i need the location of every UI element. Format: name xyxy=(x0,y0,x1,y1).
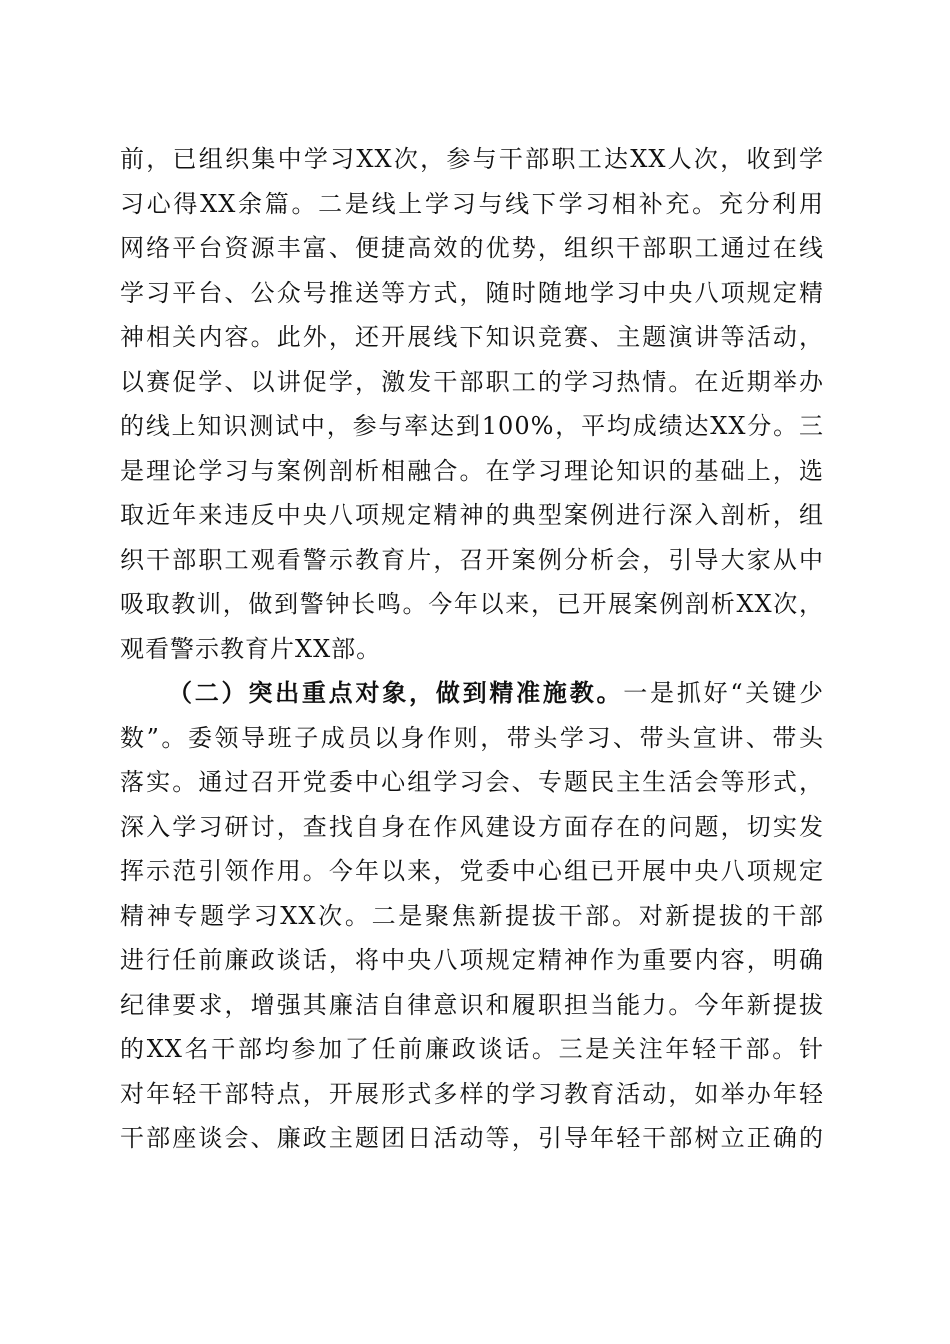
paragraph-line: 的线上知识测试中，参与率达到100%，平均成绩达XX分。三 xyxy=(120,412,824,440)
paragraph-line: 习心得XX余篇。二是线上学习与线下学习相补充。充分利用 xyxy=(120,189,824,218)
paragraph-line: 数”。委领导班子成员以身作则，带头学习、带头宣讲、带头 xyxy=(120,723,824,752)
paragraph-line: 落实。通过召开党委中心组学习会、专题民主生活会等形式， xyxy=(120,768,824,796)
paragraph-line: 网络平台资源丰富、便捷高效的优势，组织干部职工通过在线 xyxy=(120,234,824,262)
paragraph-line: 取近年来违反中央八项规定精神的典型案例进行深入剖析，组 xyxy=(120,501,824,529)
section-heading-line xyxy=(120,671,824,716)
paragraph-line: 干部座谈会、廉政主题团日活动等，引导年轻干部树立正确的 xyxy=(120,1124,824,1152)
paragraph-line: 纪律要求，增强其廉洁自律意识和履职担当能力。今年新提拔 xyxy=(120,990,824,1019)
paragraph-line: 对年轻干部特点，开展形式多样的学习教育活动，如举办年轻 xyxy=(120,1079,824,1108)
document-body xyxy=(120,137,824,1161)
paragraph-line: 的XX名干部均参加了任前廉政谈话。三是关注年轻干部。针 xyxy=(120,1035,824,1063)
section-heading: （二）突出重点对象，做到精准施教。 xyxy=(168,678,624,707)
section-first-line-text: 一是抓好“关键少 xyxy=(623,679,824,707)
paragraph-line: 是理论学习与案例剖析相融合。在学习理论知识的基础上，选 xyxy=(120,456,824,485)
paragraph-line: 深入学习研讨，查找自身在作风建设方面存在的问题，切实发 xyxy=(120,812,824,841)
paragraph-line: 神相关内容。此外，还开展线下知识竞赛、主题演讲等活动， xyxy=(120,323,824,351)
paragraph-line: 挥示范引领作用。今年以来，党委中心组已开展中央八项规定 xyxy=(120,857,824,885)
paragraph-line: 前，已组织集中学习XX次，参与干部职工达XX人次，收到学 xyxy=(120,145,824,173)
paragraph-line: 以赛促学、以讲促学，激发干部职工的学习热情。在近期举办 xyxy=(120,367,824,396)
paragraph-line: 织干部职工观看警示教育片，召开案例分析会，引导大家从中 xyxy=(120,545,824,574)
paragraph-line: 精神专题学习XX次。二是聚焦新提拔干部。对新提拔的干部 xyxy=(120,901,824,930)
paragraph-line: 吸取教训，做到警钟长鸣。今年以来，已开展案例剖析XX次， xyxy=(120,590,824,618)
paragraph-line: 进行任前廉政谈话，将中央八项规定精神作为重要内容，明确 xyxy=(120,946,824,974)
paragraph-line: 观看警示教育片XX部。 xyxy=(120,634,382,663)
paragraph-line: 学习平台、公众号推送等方式，随时随地学习中央八项规定精 xyxy=(120,278,824,307)
